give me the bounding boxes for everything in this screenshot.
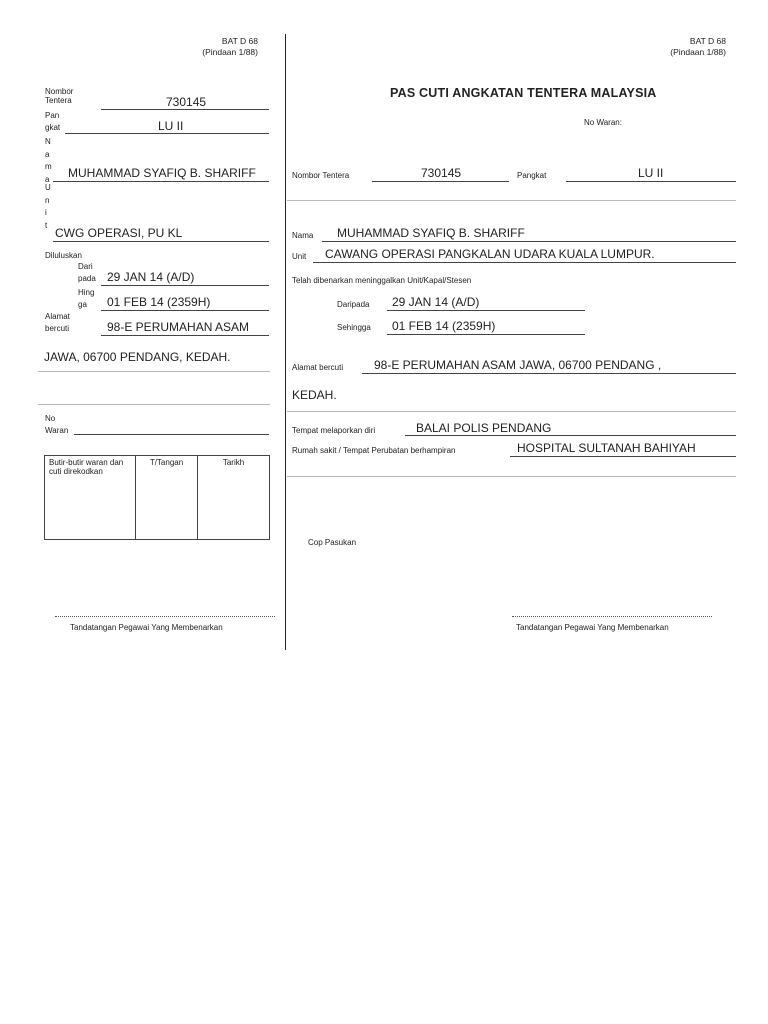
right-unit-value: CAWANG OPERASI PANGKALAN UDARA KUALA LUMPUR. (325, 247, 655, 261)
right-pangkat-value: LU II (638, 166, 664, 180)
right-pangkat-label: Pangkat (517, 171, 547, 180)
stub-separator (285, 34, 286, 650)
right-daripada-line (387, 310, 585, 311)
left-pangkat-label-1: Pan (45, 111, 60, 120)
right-rumah-sakit-value: HOSPITAL SULTANAH BAHIYAH (517, 441, 696, 455)
left-no-waran-label-2: Waran (45, 426, 69, 435)
left-unit-line (53, 241, 269, 242)
right-sehingga-line (387, 334, 585, 335)
cop-pasukan-label: Cop Pasukan (308, 538, 357, 547)
right-form-code: BAT D 68 (689, 36, 726, 46)
left-alamat-label-2: bercuti (45, 324, 70, 333)
left-diluluskan-label: Diluluskan (45, 251, 82, 260)
left-alamat-value-1: 98-E PERUMAHAN ASAM (107, 320, 250, 334)
left-pangkat-line (65, 133, 269, 134)
left-divider (38, 404, 270, 405)
left-unit-value: CWG OPERASI, PU KL (55, 226, 183, 240)
left-nombor-tentera-label: Nombor Tentera (45, 87, 74, 105)
right-nama-line (322, 241, 736, 242)
right-daripada-value: 29 JAN 14 (A/D) (392, 295, 480, 309)
left-alamat-line-2 (38, 371, 270, 372)
warrant-record-table (44, 455, 270, 540)
right-divider-1 (287, 200, 736, 201)
left-hingga-label-1: Hing (78, 288, 95, 297)
right-unit-label: Unit (292, 252, 307, 261)
right-nombor-tentera-label: Nombor Tentera (292, 171, 350, 180)
form-revision: (Pindaan 1/88) (202, 47, 258, 57)
left-dari-label-2: pada (78, 274, 96, 283)
right-rumah-sakit-label: Rumah sakit / Tempat Perubatan berhampiran (292, 446, 456, 455)
left-dari-line (101, 285, 269, 286)
form-title: PAS CUTI ANGKATAN TENTERA MALAYSIA (390, 86, 657, 100)
left-signature-line (55, 616, 275, 617)
table-header-tarikh: Tarikh (198, 456, 270, 540)
left-nama-line (53, 181, 269, 182)
right-alamat-value-2: KEDAH. (292, 388, 337, 402)
left-alamat-line-1 (101, 335, 269, 336)
right-telah-label: Telah dibenarkan meninggalkan Unit/Kapal/Stesen (292, 276, 472, 285)
right-unit-line (313, 262, 736, 263)
left-alamat-value-2: JAWA, 06700 PENDANG, KEDAH. (44, 350, 231, 364)
right-tempat-line (405, 435, 736, 436)
left-dari-label-1: Dari (78, 262, 93, 271)
left-nama-label: N a m a (45, 137, 52, 184)
left-unit-label: U n i t (45, 183, 51, 230)
right-alamat-label: Alamat bercuti (292, 363, 344, 372)
right-form-revision: (Pindaan 1/88) (670, 47, 726, 57)
right-tempat-value: BALAI POLIS PENDANG (416, 421, 552, 435)
left-nama-value: MUHAMMAD SYAFIQ B. SHARIFF (68, 166, 256, 180)
right-alamat-line (362, 373, 736, 374)
left-no-waran-line (74, 434, 269, 435)
left-alamat-label-1: Alamat (45, 312, 70, 321)
left-dari-value: 29 JAN 14 (A/D) (107, 270, 195, 284)
right-nama-value: MUHAMMAD SYAFIQ B. SHARIFF (337, 226, 525, 240)
right-divider-3 (287, 476, 736, 477)
left-hingga-value: 01 FEB 14 (2359H) (107, 295, 211, 309)
table-header-butir: Butir-butir waran dan cuti direkodkan (45, 456, 136, 540)
right-tempat-label: Tempat melaporkan diri (292, 426, 376, 435)
left-pangkat-label-2: gkat (45, 123, 61, 132)
left-signature-label: Tandatangan Pegawai Yang Membenarkan (70, 623, 223, 632)
form-code: BAT D 68 (221, 36, 258, 46)
right-sehingga-value: 01 FEB 14 (2359H) (392, 319, 496, 333)
right-daripada-label: Daripada (337, 300, 370, 309)
right-nombor-tentera-value: 730145 (421, 166, 462, 180)
left-nombor-tentera-value: 730145 (166, 95, 207, 109)
right-signature-line (512, 616, 712, 617)
left-nombor-tentera-line (101, 109, 269, 110)
right-signature-label: Tandatangan Pegawai Yang Membenarkan (516, 623, 669, 632)
right-pangkat-line (566, 181, 736, 182)
left-hingga-label-2: ga (78, 300, 87, 309)
right-nama-label: Nama (292, 231, 314, 240)
right-alamat-value-1: 98-E PERUMAHAN ASAM JAWA, 06700 PENDANG , (374, 358, 662, 372)
right-rumah-sakit-line (510, 456, 736, 457)
left-hingga-line (101, 310, 269, 311)
left-no-waran-label-1: No (45, 414, 56, 423)
right-no-waran-label: No Waran: (584, 118, 622, 127)
right-sehingga-label: Sehingga (337, 323, 371, 332)
left-pangkat-value: LU II (158, 119, 184, 133)
right-divider-2 (287, 411, 736, 412)
table-header-tandatangan: T/Tangan (136, 456, 198, 540)
right-nombor-tentera-line (372, 181, 509, 182)
